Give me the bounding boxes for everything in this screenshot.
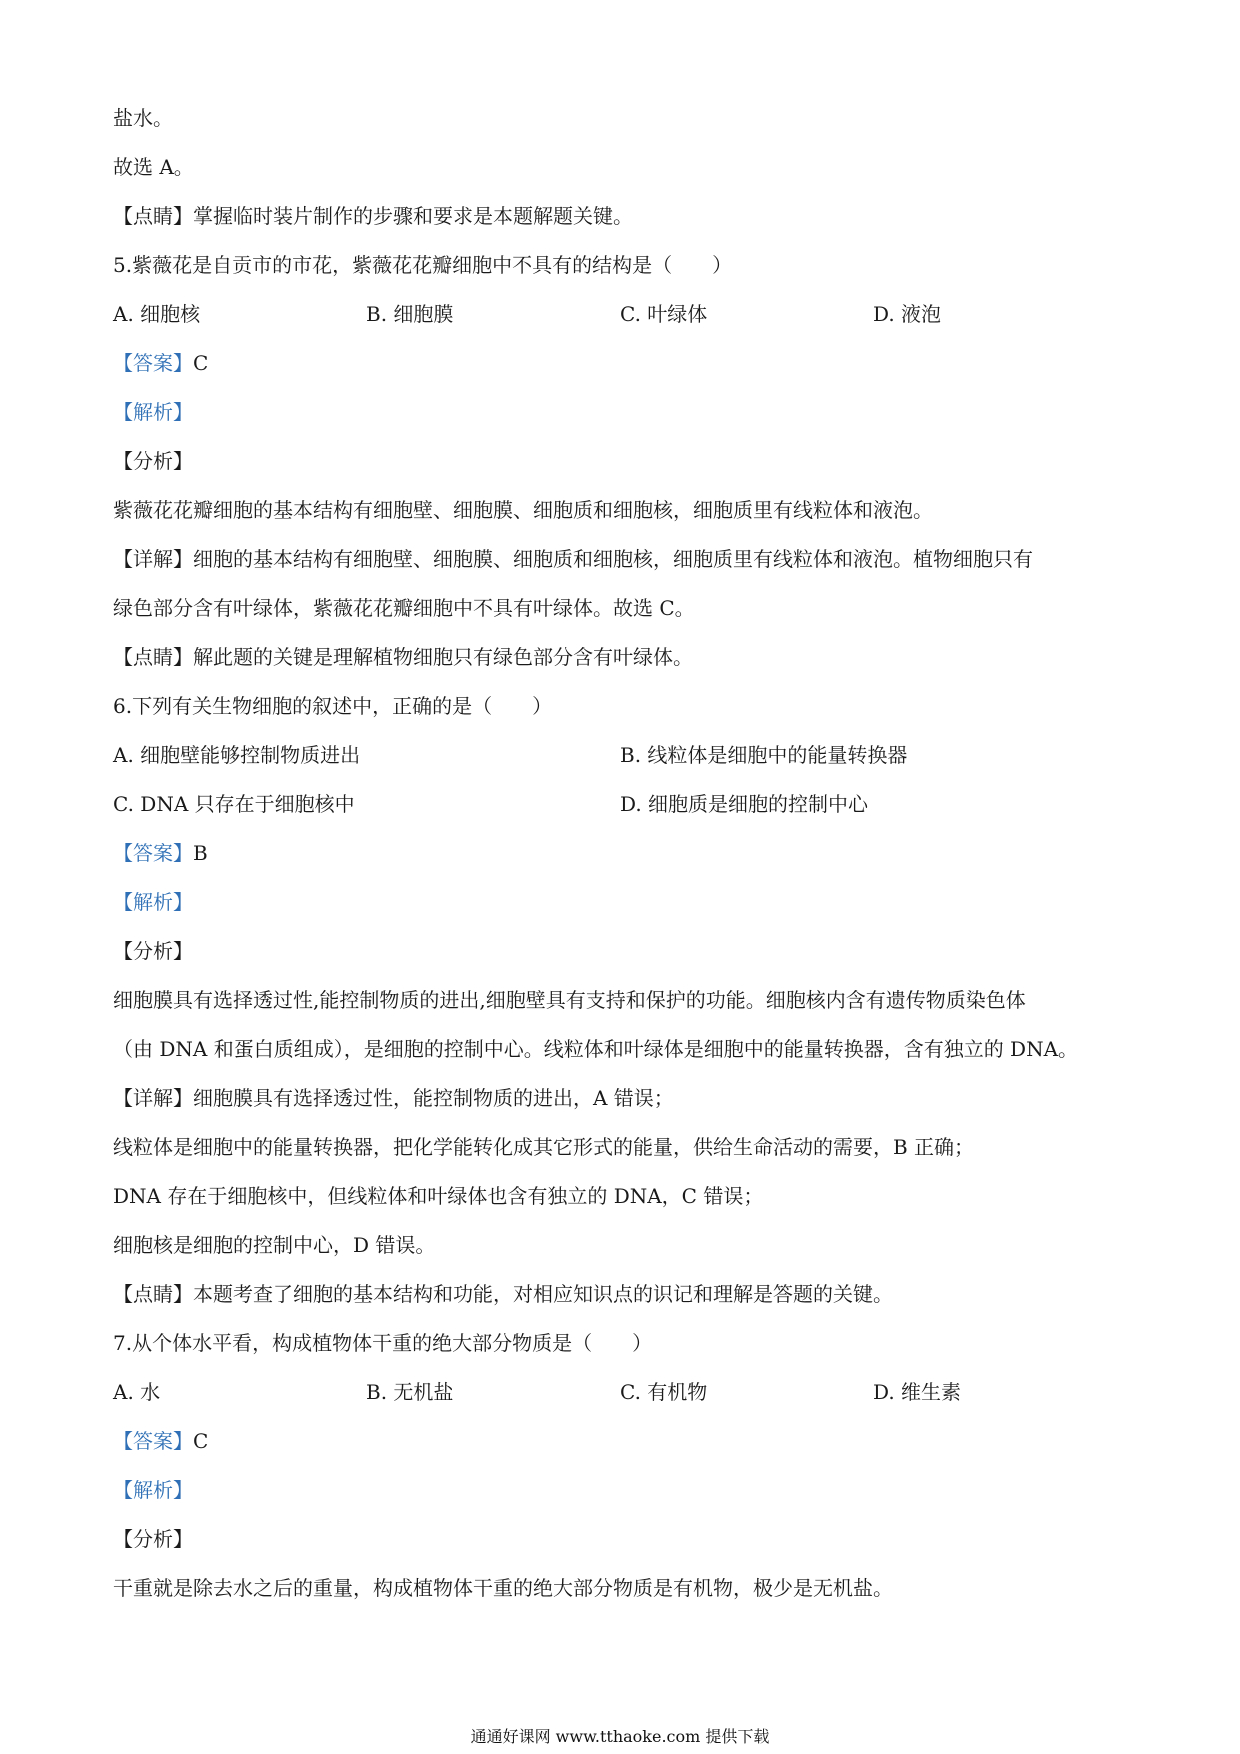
question-7-stem: 7.从个体水平看，构成植物体干重的绝大部分物质是（ ） [113, 1331, 653, 1355]
question-5-option-a: A. 细胞核 [113, 302, 201, 326]
question-5-analysis-tag: 【解析】 [113, 400, 193, 424]
question-7-option-b: B. 无机盐 [366, 1380, 454, 1404]
question-5-answer [113, 350, 208, 376]
page-footer: 通通好课网 www.tthaoke.com 提供下载 [470, 1727, 770, 1746]
answer-tag: 【答案】 [113, 351, 193, 375]
question-6-option-b: B. 线粒体是细胞中的能量转换器 [620, 743, 908, 767]
question-5-option-c: C. 叶绿体 [620, 302, 708, 326]
question-5-fenxi-tag: 【分析】 [113, 449, 193, 473]
question-7-answer [113, 1428, 208, 1454]
question-7-option-a: A. 水 [113, 1380, 161, 1404]
question-5-detail-cont: 绿色部分含有叶绿体，紫薇花花瓣细胞中不具有叶绿体。故选 C。 [113, 596, 695, 620]
question-5-detail: 【详解】细胞的基本结构有细胞壁、细胞膜、细胞质和细胞核，细胞质里有线粒体和液泡。植物细胞只有 [113, 547, 1033, 571]
question-6-analysis-tag: 【解析】 [113, 890, 193, 914]
question-7-analysis-tag: 【解析】 [113, 1478, 193, 1502]
note-line: 【点睛】掌握临时装片制作的步骤和要求是本题解题关键。 [113, 204, 633, 228]
question-6-stem: 6.下列有关生物细胞的叙述中，正确的是（ ） [113, 694, 553, 718]
answer-value: C [193, 351, 209, 375]
question-7-option-d: D. 维生素 [873, 1380, 962, 1404]
answer-value: C [193, 1429, 209, 1453]
question-5-note: 【点睛】解此题的关键是理解植物细胞只有绿色部分含有叶绿体。 [113, 645, 693, 669]
answer-tag: 【答案】 [113, 841, 193, 865]
question-6-detail-d: 细胞核是细胞的控制中心，D 错误。 [113, 1233, 436, 1257]
question-7-fenxi-tag: 【分析】 [113, 1527, 193, 1551]
answer-tag: 【答案】 [113, 1429, 193, 1453]
question-6-fenxi-tag: 【分析】 [113, 939, 193, 963]
question-6-paragraph: 细胞膜具有选择透过性,能控制物质的进出,细胞壁具有支持和保护的功能。细胞核内含有遗传物质染色体 [113, 988, 1026, 1012]
question-5-stem: 5.紫薇花是自贡市的市花，紫薇花花瓣细胞中不具有的结构是（ ） [113, 253, 733, 277]
question-5-option-d: D. 液泡 [873, 302, 942, 326]
question-6-option-d: D. 细胞质是细胞的控制中心 [620, 792, 869, 816]
question-7-paragraph: 干重就是除去水之后的重量，构成植物体干重的绝大部分物质是有机物，极少是无机盐。 [113, 1576, 893, 1600]
question-6-paragraph-cont: （由 DNA 和蛋白质组成），是细胞的控制中心。线粒体和叶绿体是细胞中的能量转换器，含有独立的 DNA。 [113, 1037, 1079, 1061]
question-5-option-b: B. 细胞膜 [366, 302, 454, 326]
text-line: 盐水。 [113, 106, 173, 130]
question-6-detail-c: DNA 存在于细胞核中，但线粒体和叶绿体也含有独立的 DNA，C 错误； [113, 1184, 764, 1208]
question-6-note: 【点睛】本题考查了细胞的基本结构和功能，对相应知识点的识记和理解是答题的关键。 [113, 1282, 893, 1306]
question-6-detail: 【详解】细胞膜具有选择透过性，能控制物质的进出，A 错误； [113, 1086, 674, 1110]
question-7-option-c: C. 有机物 [620, 1380, 708, 1404]
question-6-option-a: A. 细胞壁能够控制物质进出 [113, 743, 361, 767]
question-6-option-c: C. DNA 只存在于细胞核中 [113, 792, 355, 816]
question-6-answer [113, 840, 208, 866]
question-5-paragraph: 紫薇花花瓣细胞的基本结构有细胞壁、细胞膜、细胞质和细胞核，细胞质里有线粒体和液泡。 [113, 498, 933, 522]
answer-value: B [193, 841, 208, 865]
question-6-detail-b: 线粒体是细胞中的能量转换器，把化学能转化成其它形式的能量，供给生命活动的需要，B 正确； [113, 1135, 975, 1159]
text-line: 故选 A。 [113, 155, 194, 179]
